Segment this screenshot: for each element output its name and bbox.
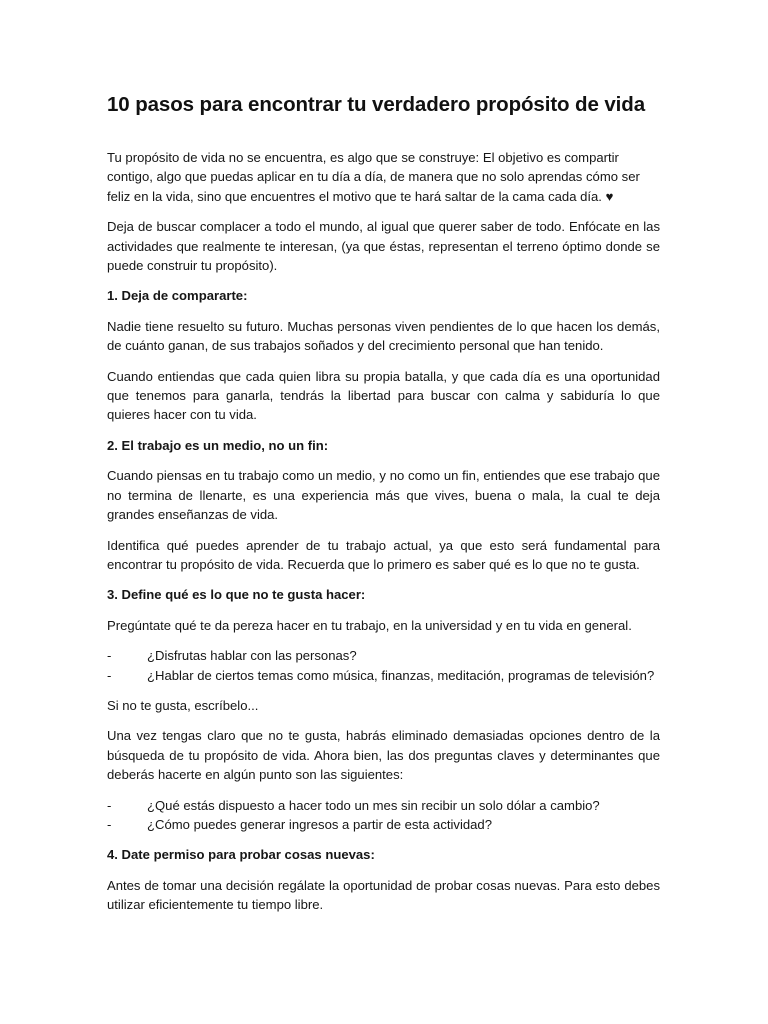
document-body [107,92,660,926]
question-list-2 [107,796,660,835]
document-title: 10 pasos para encontrar tu verdadero propósito de vida [107,93,646,116]
intro-paragraph-2: Deja de buscar complacer a todo el mundo, al igual que querer saber de todo. Enfócate en las actividades que realmente te interesan, (ya que éstas, representan el terreno óptimo donde se puede construir tu propósito). [107,219,660,274]
list-item-text: ¿Cómo puedes generar ingresos a partir de esta actividad? [147,816,492,832]
section-3-paragraph-3: Una vez tengas claro que no te gusta, habrás eliminado demasiadas opciones dentro de la búsqueda de tu propósito de vida. Ahora bien, las dos preguntas claves y determinantes que deberás hacerte en algún punto son las siguientes: [107,728,660,783]
section-2-paragraph-1: Cuando piensas en tu trabajo como un medio, y no como un fin, entiendes que ese trabajo que no termina de llenarte, es una experiencia más que vives, buena o mala, la cual te deja grandes enseñanzas de vida. [107,468,660,523]
dash-bullet: - [107,816,112,832]
intro-paragraph-1: Tu propósito de vida no se encuentra, es algo que se construye: El objetivo es compartir contigo, algo que puedas aplicar en tu día a día, de manera que no solo aprendas cómo ser feliz en la vida, sino que encuentres el motivo que te hará saltar de la cama cada día. ♥ [107,150,640,204]
section-1-paragraph-1: Nadie tiene resuelto su futuro. Muchas personas viven pendientes de lo que hacen los demás, de cuánto ganan, de sus trabajos soñados y del crecimiento personal que han tenido. [107,318,660,354]
section-4-paragraph-1: Antes de tomar una decisión regálate la oportunidad de probar cosas nuevas. Para esto debes utilizar eficientemente tu tiempo libre. [107,877,660,913]
list-item [107,646,660,665]
section-3-paragraph-1: Pregúntate qué te da pereza hacer en tu trabajo, en la universidad y en tu vida en general. [107,617,632,633]
section-1-paragraph-2: Cuando entiendas que cada quien libra su propia batalla, y que cada día es una oportunidad que tenemos para ganarla, tendrás la libertad para buscar con calma y sabiduría lo que quieres hacer con tu vida. [107,368,660,423]
list-item-text: ¿Disfrutas hablar con las personas? [147,648,357,664]
section-1-heading: 1. Deja de compararte: [107,288,248,304]
section-2-paragraph-2: Identifica qué puedes aprender de tu trabajo actual, ya que esto será fundamental para encontrar tu propósito de vida. Recuerda que lo primero es saber qué es lo que no te gusta. [107,537,660,572]
section-4-heading: 4. Date permiso para probar cosas nuevas: [107,847,375,863]
dash-bullet: - [107,667,112,683]
question-list-1 [107,646,660,685]
dash-bullet: - [107,648,112,664]
list-item [107,796,660,815]
section-3-paragraph-2: Si no te gusta, escríbelo... [107,697,259,713]
section-2-heading: 2. El trabajo es un medio, no un fin: [107,437,329,453]
list-item [107,666,660,685]
dash-bullet: - [107,797,112,813]
list-item [107,815,660,834]
section-3-heading: 3. Define qué es lo que no te gusta hacer: [107,587,366,603]
list-item-text: ¿Hablar de ciertos temas como música, finanzas, meditación, programas de televisión? [147,667,655,683]
list-item-text: ¿Qué estás dispuesto a hacer todo un mes sin recibir un solo dólar a cambio? [147,797,600,813]
